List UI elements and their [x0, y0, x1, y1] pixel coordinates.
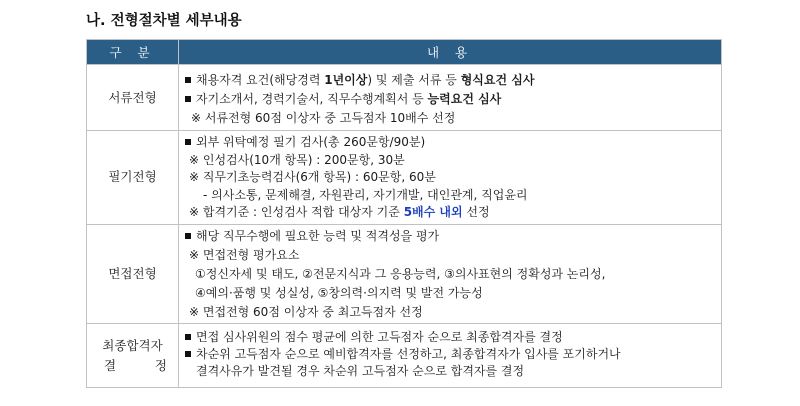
square-bullet-icon: [185, 77, 191, 83]
content-line: [185, 168, 715, 186]
content-line: [185, 70, 715, 89]
square-bullet-icon: [185, 233, 191, 239]
content-line: [185, 186, 715, 204]
line-text: ※ 면접전형 60점 이상자 중 최고득점자 선정: [189, 304, 423, 319]
row-content: [179, 65, 722, 131]
category-char: 정: [154, 357, 167, 373]
content-line: [185, 245, 715, 264]
content-line: [185, 345, 715, 362]
content-line: [185, 283, 715, 302]
row-content: [179, 224, 722, 324]
line-text: 선정: [462, 205, 490, 220]
content-line: [185, 227, 715, 246]
line-text: 결격사유가 발견될 경우 차순위 고득점자 순으로 합격자를 결정: [196, 364, 525, 379]
content-line: [185, 89, 715, 108]
category-line: 최종합격자: [102, 337, 163, 353]
table-row-interview: [87, 224, 722, 324]
table-row-written-test: [87, 131, 722, 225]
category-char: 결: [104, 357, 117, 373]
procedure-table: [86, 39, 722, 388]
category-label: 서류전형: [108, 89, 157, 105]
content-line: [185, 302, 715, 321]
table-header-row: [87, 40, 722, 65]
header-category: 구 분: [87, 40, 179, 65]
emphasis-text: 능력요건 심사: [427, 92, 502, 106]
content-line: [185, 328, 715, 345]
line-text: ①정신자세 및 태도, ②전문지식과 그 응용능력, ③의사표현의 정확성과 논리성,: [195, 266, 606, 281]
line-text: ※ 직무기초능력검사(6개 항목) : 60문항, 60분: [189, 170, 436, 185]
line-text: ※ 인성검사(10개 항목) : 200문항, 30분: [189, 152, 405, 167]
square-bullet-icon: [185, 351, 191, 357]
line-text: 면접 심사위원의 점수 평균에 의한 고득점자 순으로 최종합격자를 결정: [196, 330, 563, 345]
line-text: ※ 합격기준 : 인성검사 적합 대상자 기준: [189, 205, 404, 220]
line-text: - 의사소통, 문제해결, 자원관리, 자기개발, 대인관계, 직업윤리: [203, 187, 528, 202]
line-text: 해당 직무수행에 필요한 능력 및 적격성을 평가: [196, 229, 440, 244]
emphasis-text: 5배수 내외: [403, 205, 463, 220]
category-label: 면접전형: [108, 265, 157, 281]
line-text: 채용자격 요건(해당경력: [196, 73, 325, 87]
square-bullet-icon: [185, 139, 191, 145]
row-category: [87, 324, 179, 388]
content-line: [185, 108, 715, 127]
row-category: [87, 65, 179, 131]
category-label: 필기전형: [108, 169, 157, 185]
line-text: 차순위 고득점자 순으로 예비합격자를 선정하고, 최종합격자가 입사를 포기하거나: [196, 347, 621, 362]
emphasis-text: 형식요건 심사: [460, 73, 535, 87]
content-line: [185, 151, 715, 169]
square-bullet-icon: [185, 334, 191, 340]
table-row-document-screening: [87, 65, 722, 131]
emphasis-text: 1년이상: [324, 73, 368, 87]
line-text: ④예의·품행 및 성실성, ⑤창의력·의지력 및 발전 가능성: [195, 285, 483, 300]
row-category: [87, 224, 179, 324]
line-text: ※ 면접전형 평가요소: [189, 248, 300, 263]
line-text: 외부 위탁예정 필기 검사(총 260문항/90분): [196, 135, 426, 150]
line-text: ) 및 제출 서류 등: [367, 73, 461, 87]
row-content: [179, 131, 722, 225]
content-line: [185, 203, 715, 221]
content-line: [185, 133, 715, 151]
content-line: [185, 264, 715, 283]
square-bullet-icon: [185, 96, 191, 102]
line-text: 자기소개서, 경력기술서, 직무수행계획서 등: [196, 92, 428, 106]
header-content: 내 용: [179, 40, 722, 65]
row-category: [87, 131, 179, 225]
row-content: [179, 324, 722, 388]
line-text: ※ 서류전형 60점 이상자 중 고득점자 10배수 선정: [191, 111, 456, 125]
table-row-final-decision: [87, 324, 722, 388]
content-line: [185, 362, 715, 379]
category-line: [91, 356, 174, 376]
section-title: 나. 전형절차별 세부내용: [86, 13, 242, 29]
